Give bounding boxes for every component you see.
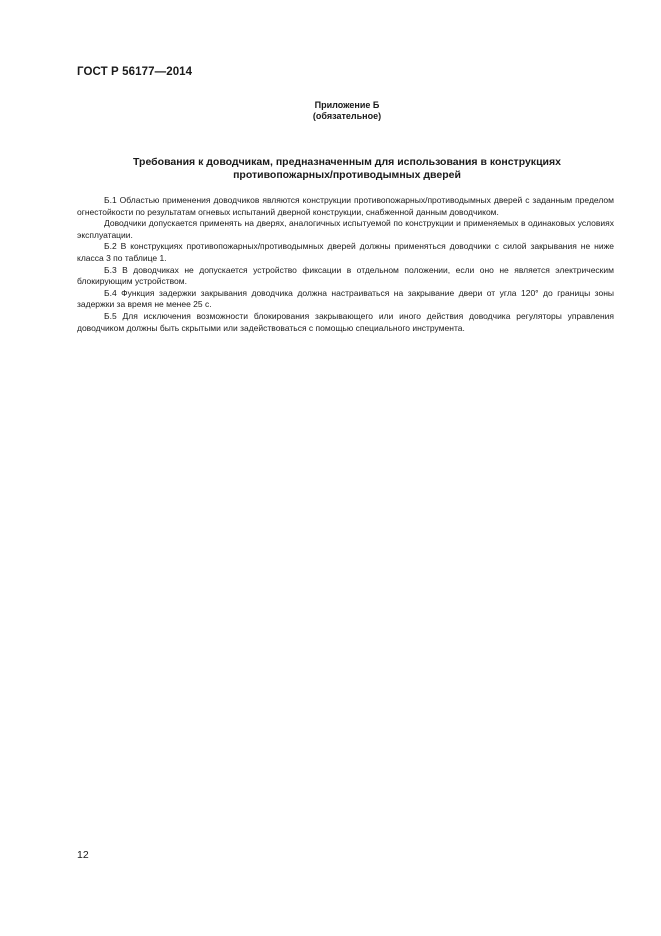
paragraph-b1: Б.1 Областью применения доводчиков являются конструкции противопожарных/противодымных дверей с заданным пределом огнестойкости по результатам огневых испытаний дверной конструкции, снабженной данным доводчиком.: [77, 195, 614, 217]
section-title: [77, 156, 617, 182]
body-text: [77, 195, 614, 334]
section-title-line-1: Требования к доводчикам, предназначенным для использования в конструкциях: [133, 156, 561, 168]
page-number: 12: [77, 849, 89, 861]
paragraph-b4: Б.4 Функция задержки закрывания доводчика должна настраиваться на закрывание двери от угла 120° до границы зоны задержки за время не менее 25 с.: [77, 287, 614, 310]
appendix-status: (обязательное): [312, 111, 382, 121]
paragraph-b1-note: Доводчики допускается применять на дверях, аналогичных испытуемой по конструкции и применяемых в одинаковых условиях эксплуатации.: [77, 218, 614, 240]
paragraph-b2: Б.2 В конструкциях противопожарных/противодымных дверей должны применяться доводчики с силой закрывания не ниже класса 3 по таблице 1.: [77, 241, 614, 263]
section-title-line-2: противопожарных/противодымных дверей: [233, 169, 461, 181]
appendix-heading: [77, 100, 617, 122]
paragraph-b3: Б.3 В доводчиках не допускается устройство фиксации в отдельном положении, если оно не является электрическим блокирующим устройством.: [77, 264, 614, 287]
paragraph-b5: Б.5 Для исключения возможности блокирования закрывающего или иного действия доводчика регуляторы управления доводчиком должны быть скрытыми или задействоваться с помощью специального инструмента.: [77, 310, 614, 333]
appendix-label: Приложение Б: [314, 100, 380, 110]
document-code: ГОСТ Р 56177—2014: [77, 66, 193, 78]
